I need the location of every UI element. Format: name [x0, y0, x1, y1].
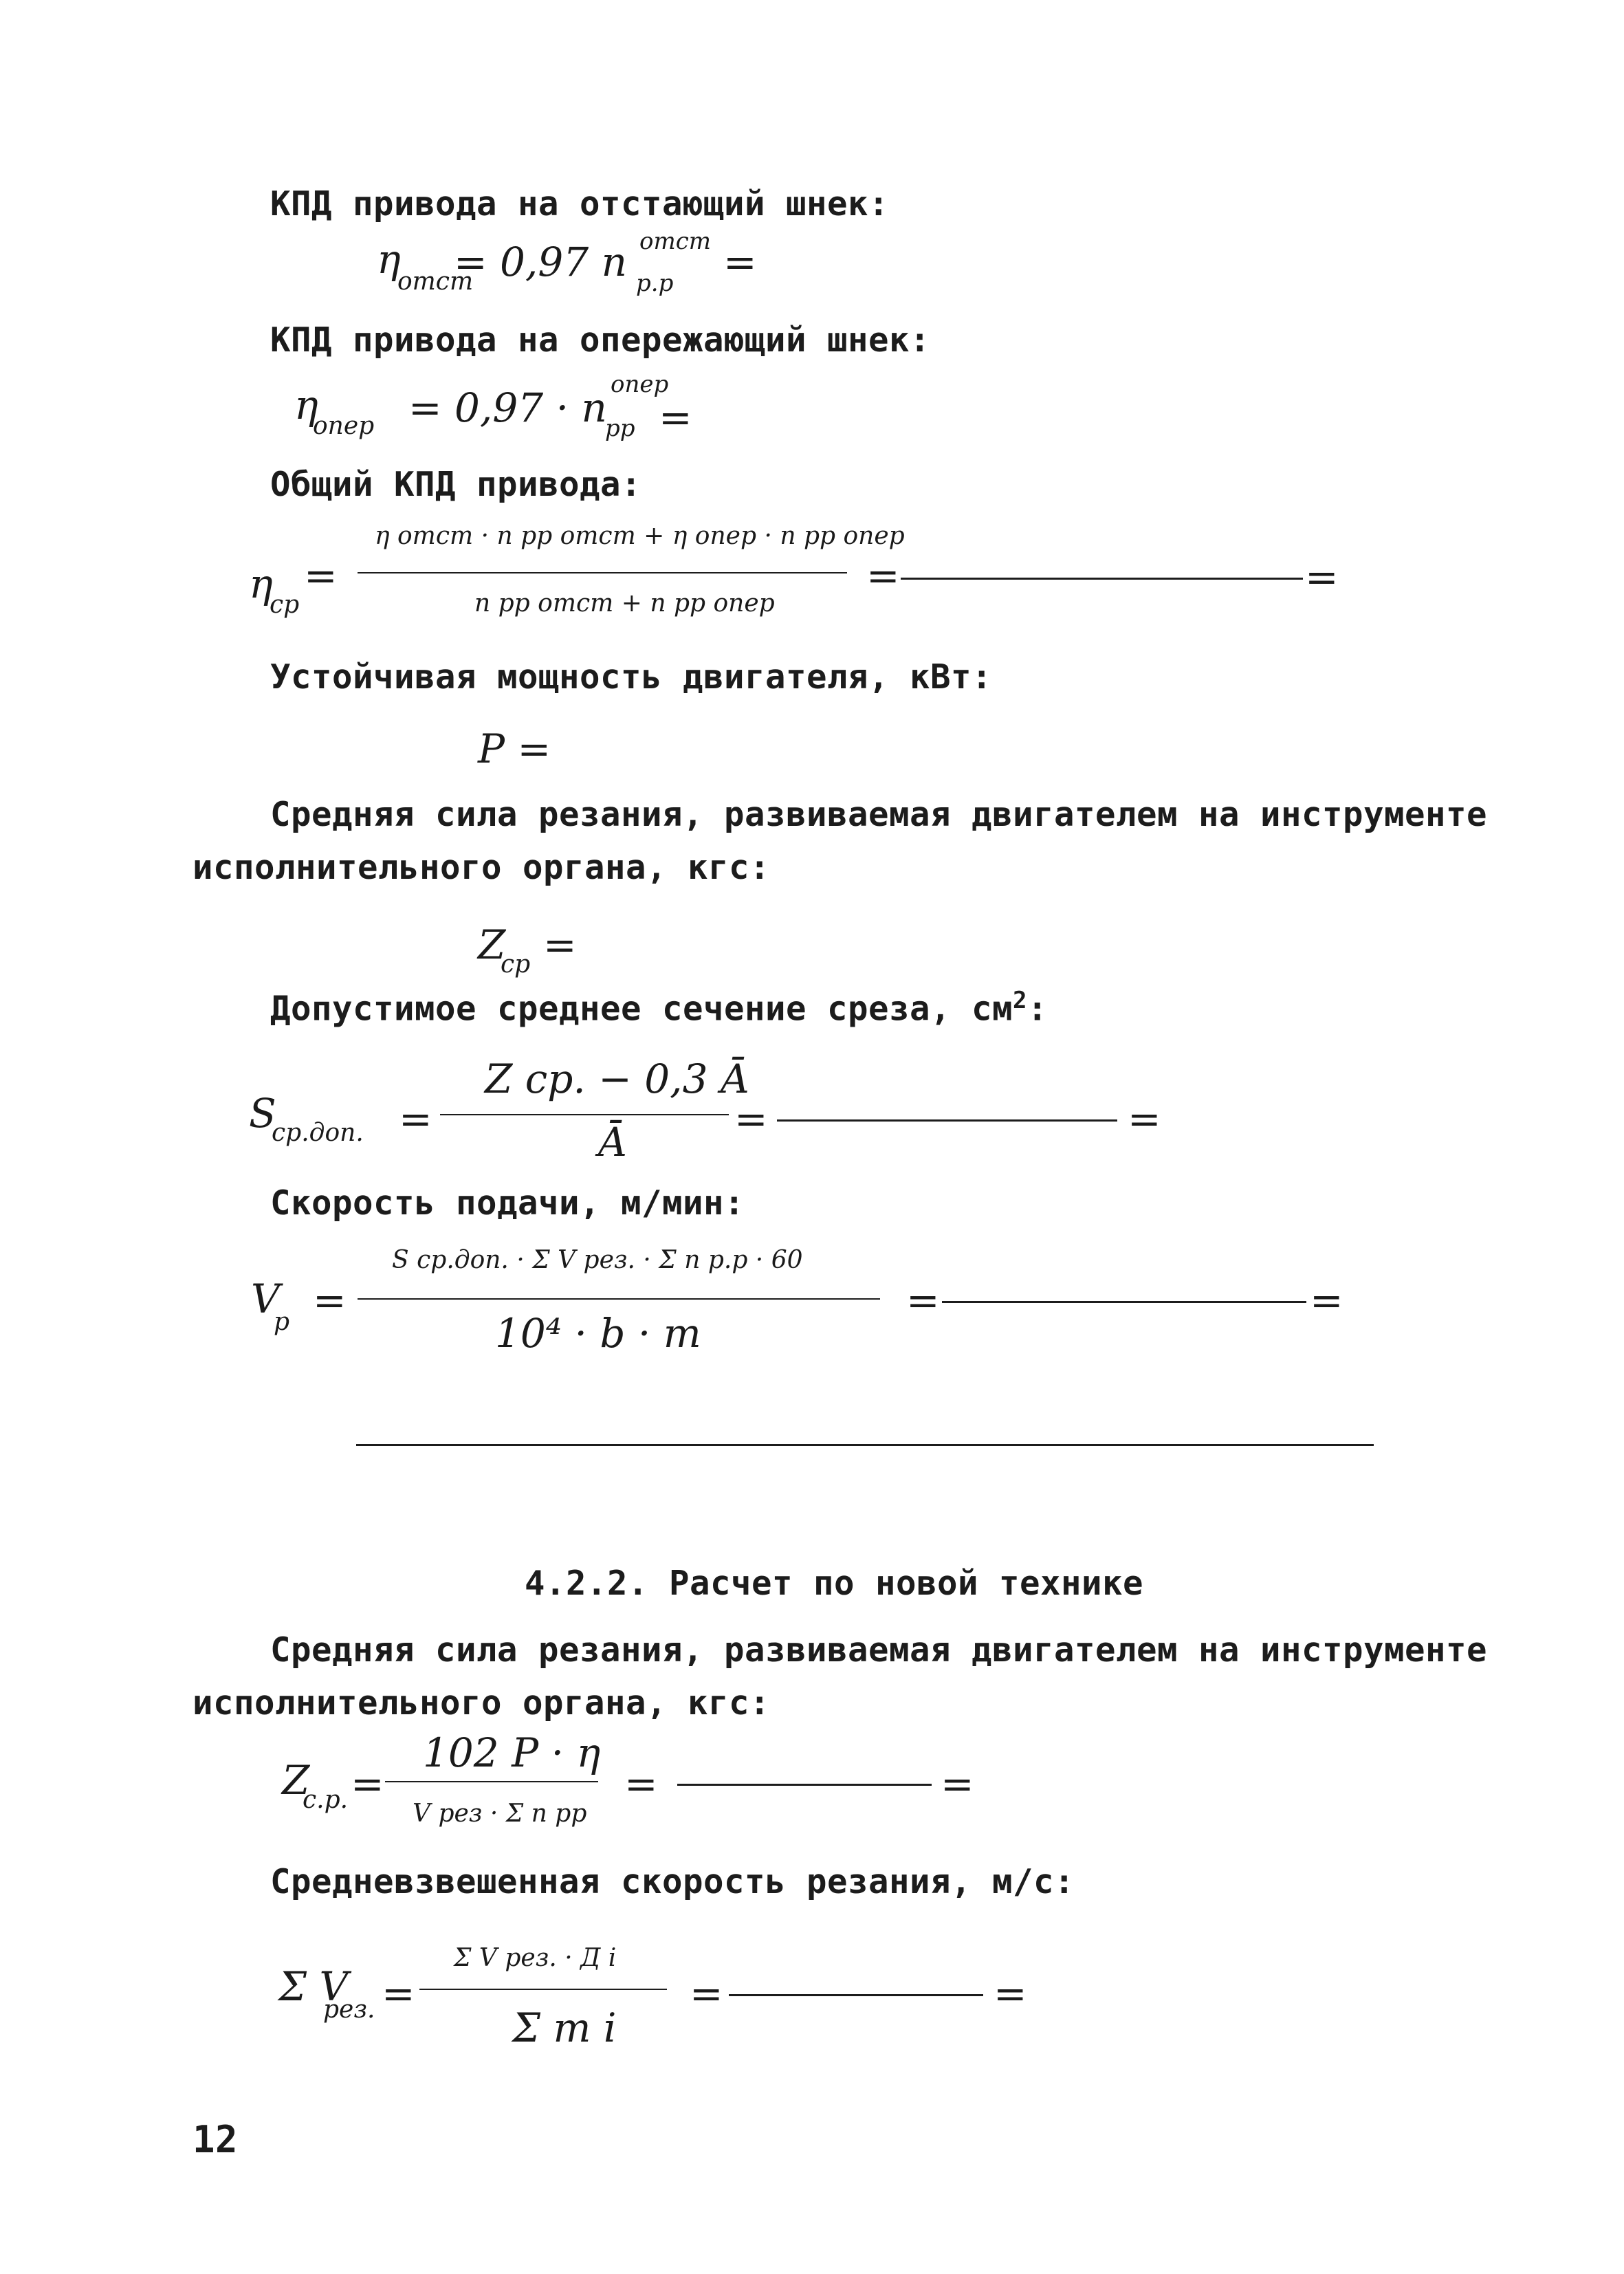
section-heading: 4.2.2. Расчет по новой технике: [525, 1564, 1144, 1603]
label-avg-force2-line1: Средняя сила резания, развиваемая двигателем на инструменте: [270, 1630, 1488, 1670]
label-power: Устойчивая мощность двигателя, кВт:: [270, 657, 993, 697]
label-efficiency-total: Общий КПД привода:: [270, 465, 642, 504]
page-number: 12: [193, 2118, 239, 2161]
formula-power: P =: [478, 725, 551, 772]
label-permissible-section: Допустимое среднее сечение среза, $см^2$:: [270, 987, 1049, 1029]
label-avg-force-line1: Средняя сила резания, развиваемая двигателем на инструменте: [270, 795, 1488, 834]
label-weighted-speed: Средневзвешенная скорость резания, м/с:: [270, 1862, 1075, 1901]
label-efficiency-leading: КПД привода на опережающий шнек:: [270, 320, 931, 360]
label-avg-force-line2: исполнительного органа, кгс:: [193, 848, 771, 887]
label-efficiency-lagging: КПД привода на отстающий шнек:: [270, 184, 890, 223]
label-feed-speed: Скорость подачи, м/мин:: [270, 1183, 745, 1223]
divider-line: [356, 1444, 1374, 1446]
label-avg-force2-line2: исполнительного органа, кгс:: [193, 1683, 771, 1723]
